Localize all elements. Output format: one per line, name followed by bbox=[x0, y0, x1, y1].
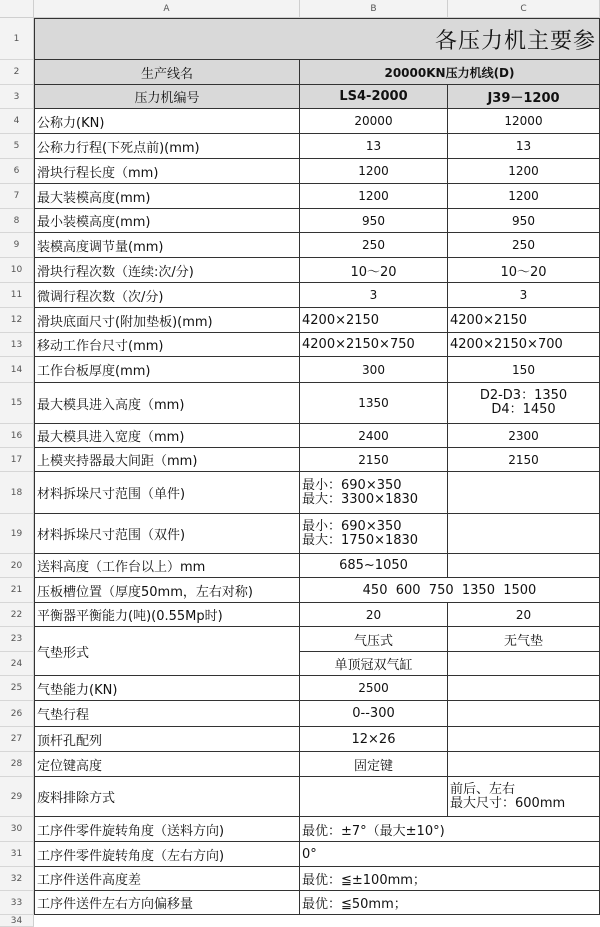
row-header-13[interactable]: 13 bbox=[0, 333, 34, 357]
row-header-31[interactable]: 31 bbox=[0, 842, 34, 867]
spec-label[interactable]: 公称力(KN) bbox=[35, 109, 300, 134]
spec-label[interactable]: 气垫形式 bbox=[35, 627, 300, 676]
spec-value-b[interactable]: 最小：690×350 最大：1750×1830 bbox=[300, 514, 448, 554]
spec-value-c[interactable] bbox=[448, 514, 600, 554]
spec-value-c[interactable] bbox=[448, 472, 600, 514]
spec-value-c[interactable]: 无气垫 bbox=[448, 627, 600, 652]
row-header-17[interactable]: 17 bbox=[0, 448, 34, 472]
row-header-19[interactable]: 19 bbox=[0, 514, 34, 554]
spec-value-c[interactable]: 1200 bbox=[448, 184, 600, 209]
row-header-16[interactable]: 16 bbox=[0, 424, 34, 448]
row-header-34[interactable]: 34 bbox=[0, 915, 34, 927]
spec-value-b[interactable]: 20 bbox=[300, 603, 448, 627]
row-header-24[interactable]: 24 bbox=[0, 652, 34, 676]
spec-label[interactable]: 工序件送件高度差 bbox=[35, 867, 300, 891]
spec-value-merged[interactable]: 0° bbox=[300, 842, 600, 867]
spec-label[interactable]: 送料高度（工作台以上）mm bbox=[35, 554, 300, 578]
spec-value-c[interactable] bbox=[448, 752, 600, 777]
spec-label[interactable]: 装模高度调节量(mm) bbox=[35, 233, 300, 258]
spec-value-b[interactable]: 250 bbox=[300, 233, 448, 258]
spec-value-merged[interactable]: 最优：≦±100mm； bbox=[300, 867, 600, 891]
spec-label[interactable]: 平衡器平衡能力(吨)(0.55Mp时) bbox=[35, 603, 300, 627]
row-header-5[interactable]: 5 bbox=[0, 134, 34, 159]
spec-label[interactable]: 废料排除方式 bbox=[35, 777, 300, 817]
spec-value-c[interactable]: 10～20 bbox=[448, 258, 600, 283]
row-header-30[interactable]: 30 bbox=[0, 817, 34, 842]
spec-value-b[interactable]: 10～20 bbox=[300, 258, 448, 283]
spec-value-c[interactable] bbox=[448, 676, 600, 701]
spec-value-c[interactable]: 4200×2150 bbox=[448, 308, 600, 333]
spec-value-c[interactable] bbox=[448, 701, 600, 727]
press-number-b[interactable]: LS4-2000 bbox=[300, 85, 448, 109]
row-header-6[interactable]: 6 bbox=[0, 159, 34, 184]
row-header-4[interactable]: 4 bbox=[0, 109, 34, 134]
spec-label[interactable]: 气垫能力(KN) bbox=[35, 676, 300, 701]
spec-label[interactable]: 最小装模高度(mm) bbox=[35, 209, 300, 233]
spec-value-c[interactable]: 12000 bbox=[448, 109, 600, 134]
spec-label[interactable]: 滑块底面尺寸(附加垫板)(mm) bbox=[35, 308, 300, 333]
row-header-21[interactable]: 21 bbox=[0, 578, 34, 603]
spec-label[interactable]: 工序件零件旋转角度（左右方向) bbox=[35, 842, 300, 867]
spec-value-c[interactable]: 250 bbox=[448, 233, 600, 258]
spec-value-b[interactable]: 300 bbox=[300, 357, 448, 383]
spec-value-b[interactable]: 4200×2150 bbox=[300, 308, 448, 333]
spec-value-c[interactable]: 前后、左右 最大尺寸：600mm bbox=[448, 777, 600, 817]
spec-label[interactable]: 工序件送件左右方向偏移量 bbox=[35, 891, 300, 915]
spec-value-b[interactable]: 最小：690×350 最大：3300×1830 bbox=[300, 472, 448, 514]
spec-value-b[interactable]: 0--300 bbox=[300, 701, 448, 727]
spec-label[interactable]: 材料拆垛尺寸范围（单件) bbox=[35, 472, 300, 514]
spec-label[interactable]: 微调行程次数（次/分) bbox=[35, 283, 300, 308]
spec-label[interactable]: 顶杆孔配列 bbox=[35, 727, 300, 752]
spec-value-b[interactable] bbox=[300, 777, 448, 817]
row-header-7[interactable]: 7 bbox=[0, 184, 34, 209]
spec-value-b[interactable]: 2150 bbox=[300, 448, 448, 472]
row-header-10[interactable]: 10 bbox=[0, 258, 34, 283]
spec-value-merged[interactable]: 最优：≦50mm； bbox=[300, 891, 600, 915]
spec-label[interactable]: 气垫行程 bbox=[35, 701, 300, 727]
spec-value-b[interactable]: 12×26 bbox=[300, 727, 448, 752]
row-header-15[interactable]: 15 bbox=[0, 383, 34, 424]
spec-label[interactable]: 材料拆垛尺寸范围（双件) bbox=[35, 514, 300, 554]
row-header-26[interactable]: 26 bbox=[0, 701, 34, 727]
spec-value-b[interactable]: 950 bbox=[300, 209, 448, 233]
spec-label[interactable]: 工作台板厚度(mm) bbox=[35, 357, 300, 383]
spec-value-merged[interactable]: 450 600 750 1350 1500 bbox=[300, 578, 600, 603]
row-header-27[interactable]: 27 bbox=[0, 727, 34, 752]
spec-value-c[interactable]: 3 bbox=[448, 283, 600, 308]
row-header-23[interactable]: 23 bbox=[0, 627, 34, 652]
row-header-9[interactable]: 9 bbox=[0, 233, 34, 258]
spec-label[interactable]: 滑块行程长度（mm) bbox=[35, 159, 300, 184]
spec-label[interactable]: 滑块行程次数（连续:次/分) bbox=[35, 258, 300, 283]
spec-label[interactable]: 最大装模高度(mm) bbox=[35, 184, 300, 209]
row-header-18[interactable]: 18 bbox=[0, 472, 34, 514]
spec-value-c[interactable]: 150 bbox=[448, 357, 600, 383]
spec-value-c[interactable]: D2-D3：1350 D4：1450 bbox=[448, 383, 600, 424]
spec-label[interactable]: 工序件零件旋转角度（送料方向) bbox=[35, 817, 300, 842]
spec-value-c[interactable]: 2300 bbox=[448, 424, 600, 448]
column-header-b[interactable]: B bbox=[300, 0, 448, 18]
spec-value-c[interactable]: 1200 bbox=[448, 159, 600, 184]
line-name-label[interactable]: 生产线名 bbox=[35, 60, 300, 85]
row-header-33[interactable]: 33 bbox=[0, 891, 34, 915]
spec-value-merged[interactable]: 最优：±7°（最大±10°) bbox=[300, 817, 600, 842]
spec-value-c[interactable] bbox=[448, 652, 600, 676]
spec-label[interactable]: 定位键高度 bbox=[35, 752, 300, 777]
press-number-label[interactable]: 压力机编号 bbox=[35, 85, 300, 109]
spec-value-b[interactable]: 3 bbox=[300, 283, 448, 308]
spec-label[interactable]: 最大模具进入高度（mm) bbox=[35, 383, 300, 424]
spec-value-b[interactable]: 2500 bbox=[300, 676, 448, 701]
spec-label[interactable]: 压板槽位置（厚度50mm，左右对称) bbox=[35, 578, 300, 603]
spec-value-b[interactable]: 1200 bbox=[300, 159, 448, 184]
spec-label[interactable]: 公称力行程(下死点前)(mm) bbox=[35, 134, 300, 159]
select-all-corner[interactable] bbox=[0, 0, 34, 18]
spec-value-b[interactable]: 单顶冠双气缸 bbox=[300, 652, 448, 676]
row-header-12[interactable]: 12 bbox=[0, 308, 34, 333]
spec-value-b[interactable]: 1350 bbox=[300, 383, 448, 424]
row-header-25[interactable]: 25 bbox=[0, 676, 34, 701]
press-number-c[interactable]: J39－1200 bbox=[448, 85, 600, 109]
row-header-32[interactable]: 32 bbox=[0, 867, 34, 891]
column-header-a[interactable]: A bbox=[34, 0, 300, 18]
row-header-8[interactable]: 8 bbox=[0, 209, 34, 233]
spec-value-b[interactable]: 4200×2150×750 bbox=[300, 333, 448, 357]
spec-value-b[interactable]: 20000 bbox=[300, 109, 448, 134]
spec-value-c[interactable]: 2150 bbox=[448, 448, 600, 472]
spec-label[interactable]: 移动工作台尺寸(mm) bbox=[35, 333, 300, 357]
row-header-1[interactable]: 1 bbox=[0, 18, 34, 60]
row-header-29[interactable]: 29 bbox=[0, 777, 34, 817]
spec-value-c[interactable] bbox=[448, 727, 600, 752]
spec-value-c[interactable]: 950 bbox=[448, 209, 600, 233]
spec-value-b[interactable]: 气压式 bbox=[300, 627, 448, 652]
spec-value-b[interactable]: 2400 bbox=[300, 424, 448, 448]
spec-value-b[interactable]: 固定键 bbox=[300, 752, 448, 777]
spec-value-c[interactable]: 4200×2150×700 bbox=[448, 333, 600, 357]
spec-value-c[interactable] bbox=[448, 554, 600, 578]
spec-value-c[interactable]: 13 bbox=[448, 134, 600, 159]
line-name-value[interactable]: 20000KN压力机线(D) bbox=[300, 60, 600, 85]
spec-label[interactable]: 上模夹持器最大间距（mm) bbox=[35, 448, 300, 472]
sheet-title[interactable]: 各压力机主要参 bbox=[35, 19, 600, 60]
row-header-20[interactable]: 20 bbox=[0, 554, 34, 578]
row-header-2[interactable]: 2 bbox=[0, 60, 34, 85]
spec-label[interactable]: 最大模具进入宽度（mm) bbox=[35, 424, 300, 448]
row-header-28[interactable]: 28 bbox=[0, 752, 34, 777]
spec-value-c[interactable]: 20 bbox=[448, 603, 600, 627]
column-header-c[interactable]: C bbox=[448, 0, 600, 18]
row-header-22[interactable]: 22 bbox=[0, 603, 34, 627]
row-header-3[interactable]: 3 bbox=[0, 85, 34, 109]
row-header-11[interactable]: 11 bbox=[0, 283, 34, 308]
spec-value-b[interactable]: 685~1050 bbox=[300, 554, 448, 578]
spec-value-b[interactable]: 1200 bbox=[300, 184, 448, 209]
spec-value-b[interactable]: 13 bbox=[300, 134, 448, 159]
row-header-14[interactable]: 14 bbox=[0, 357, 34, 383]
